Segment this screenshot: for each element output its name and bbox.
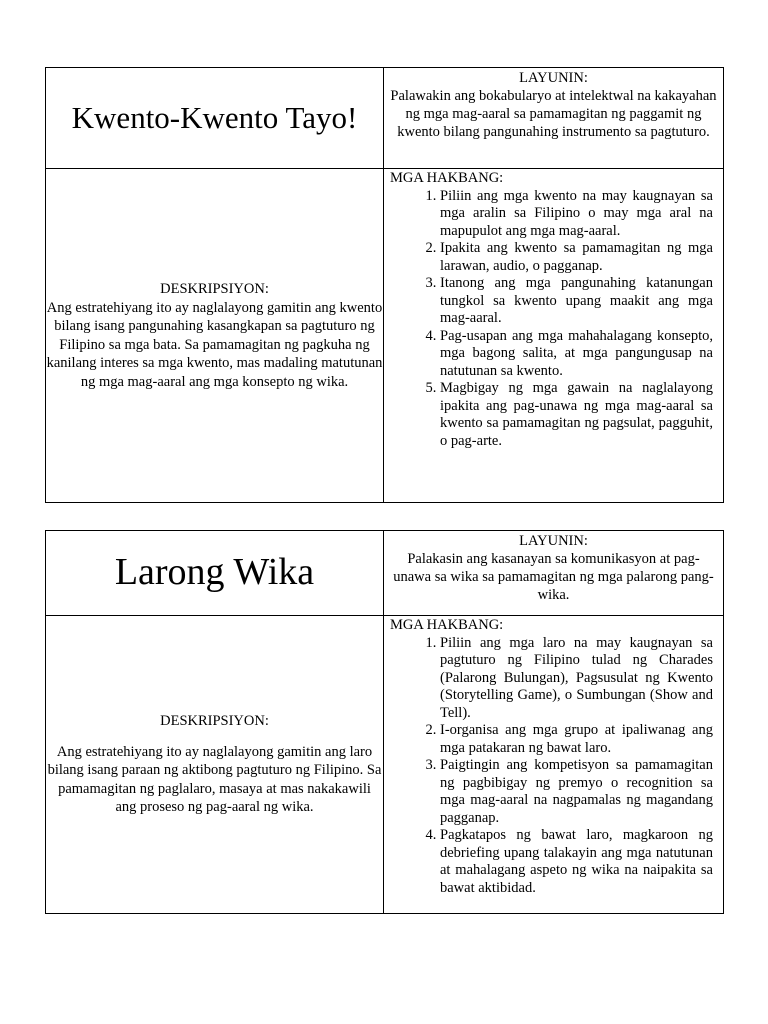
step-item: 4. Pagkatapos ng bawat laro, magkaroon ng debriefing upang talakayin ang mga natutunan at mahalagang aspeto ng wika na naipakita sa bawat aktibidad.	[440, 827, 713, 897]
deskripsiyon-text: Ang estratehiyang ito ay naglalayong gamitin ang kwento bilang isang pangunahing kasangkapan sa pagtuturo ng Filipino sa mga bata. Sa pamamagitan ng pagkuha ng kanilang interes sa mga kwento, mas madaling matutunan ng mga mag-aaral ang mga konsepto ng wika.	[46, 299, 383, 390]
step-item: 2. I-organisa ang mga grupo at ipaliwanag ang mga patakaran ng bawat laro.	[440, 722, 713, 757]
step-item: 1. Piliin ang mga laro na may kaugnayan sa pagtuturo ng Filipino tulad ng Charades (Palarong Bulungan), Pagsusulat ng Kwento (Storytelling Game), o Sumbungan (Show and Tell).	[440, 635, 713, 723]
card-title: Larong Wika	[114, 551, 315, 594]
card-title: Kwento-Kwento Tayo!	[71, 99, 358, 135]
layunin-text: Palakasin ang kasanayan sa komunikasyon at pag-unawa sa wika sa pamamagitan ng mga palarong pang-wika.	[393, 551, 714, 603]
card-title-cell	[46, 531, 384, 616]
hakbang-heading: MGA HAKBANG:	[390, 617, 504, 633]
step-item: 3. Itanong ang mga pangunahing katanungan tungkol sa kwento upang maakit ang mga mag-aaral.	[440, 275, 713, 328]
strategy-card-larong-wika	[45, 530, 724, 914]
layunin-cell	[384, 68, 724, 169]
layunin-cell	[384, 531, 724, 616]
hakbang-block	[384, 169, 723, 456]
deskripsiyon-cell	[46, 169, 384, 503]
hakbang-cell	[384, 616, 724, 914]
hakbang-steps-list	[390, 635, 713, 898]
layunin-block	[384, 531, 723, 608]
step-item: 3. Paigtingin ang kompetisyon sa pamamagitan ng pagbibigay ng premyo o recognition sa mga mag-aaral na nagpamalas ng magandang pagganap.	[440, 757, 713, 827]
deskripsiyon-text: Ang estratehiyang ito ay naglalayong gamitin ang laro bilang isang paraan ng aktibong pagtuturo ng Filipino. Sa pamamagitan ng paglalaro, masaya at mas nakakawili ang proseso ng pag-aaral ng wika.	[47, 743, 382, 816]
card-title-cell	[46, 68, 384, 169]
deskripsiyon-heading: DESKRIPSIYON:	[160, 281, 269, 297]
hakbang-block	[384, 616, 723, 903]
layunin-block	[384, 68, 723, 145]
deskripsiyon-cell	[46, 616, 384, 914]
step-item: 2. Ipakita ang kwento sa pamamagitan ng mga larawan, audio, o pagganap.	[440, 240, 713, 275]
hakbang-steps-list	[390, 188, 713, 451]
step-item: 1. Piliin ang mga kwento na may kaugnayan sa mga aralin sa Filipino o may mga aral na mapupulot ang mga mag-aaral.	[440, 188, 713, 241]
deskripsiyon-heading: DESKRIPSIYON:	[160, 713, 269, 730]
layunin-text: Palawakin ang bokabularyo at intelektwal na kakayahan ng mga mag-aaral sa pamamagitan ng paggamit ng kwento bilang pangunahing instrumento sa pagtuturo.	[390, 88, 717, 140]
layunin-heading: LAYUNIN:	[519, 533, 588, 549]
hakbang-cell	[384, 169, 724, 503]
step-item: 4. Pag-usapan ang mga mahahalagang konsepto, mga bagong salita, at mga pangungusap na natutunan sa kwento.	[440, 328, 713, 381]
step-item: 5. Magbigay ng mga gawain na naglalayong ipakita ang pag-unawa ng mga mag-aaral sa kwento sa pamamagitan ng pagsulat, pagguhit, o pag-arte.	[440, 380, 713, 450]
strategy-card-kwento	[45, 67, 724, 503]
layunin-heading: LAYUNIN:	[519, 70, 588, 86]
hakbang-heading: MGA HAKBANG:	[390, 170, 504, 186]
